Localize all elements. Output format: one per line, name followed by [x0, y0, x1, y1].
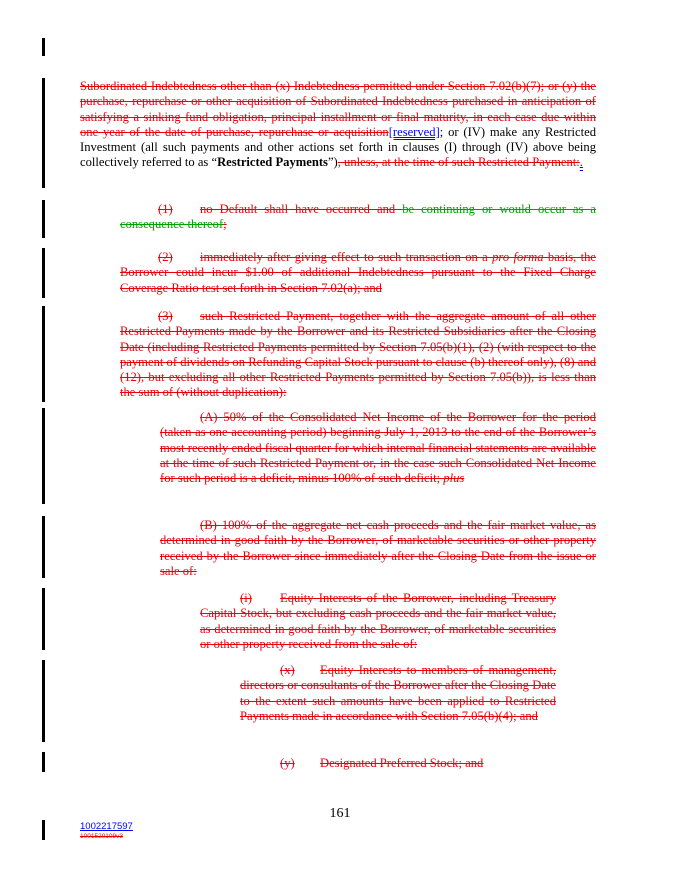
deleted-text: ;	[223, 217, 227, 232]
change-bar	[42, 38, 45, 56]
change-bar	[42, 752, 45, 772]
change-bar	[42, 200, 45, 238]
change-bar	[42, 660, 45, 742]
clause-B	[160, 518, 596, 579]
inserted-text: [reserved]	[388, 124, 440, 139]
deleted-text: (B) 100% of the aggregate net cash proceeds and the fair market value, as determined in good faith by the Borrower, of marketable securities or other property received by the Borrower since immediately after the Closing Date from the issue or sale of:	[160, 518, 596, 578]
change-bar	[42, 408, 45, 504]
clause-number: (i)	[240, 591, 252, 605]
clause-number: (x)	[280, 663, 295, 677]
intro-paragraph	[80, 79, 596, 171]
clause-A	[160, 410, 596, 486]
deleted-text: Equity Interests of the Borrower, including Treasury Capital Stock, but excluding cash proceeds and the fair market value, as determined in good faith by the Borrower, of marketable securities or other property received from the sale of:	[200, 591, 556, 651]
change-bar	[42, 516, 45, 578]
moved-text: be continuing or would occur as a consequence thereof	[120, 202, 596, 232]
clause-number: (2)	[158, 250, 173, 264]
footer-doc-id: 1002217597	[80, 821, 133, 832]
clause-2	[120, 250, 596, 296]
change-bar	[42, 78, 45, 188]
body-text: ”)	[327, 155, 338, 170]
clause-number: (1)	[158, 202, 173, 216]
clause-i	[200, 591, 556, 652]
defined-term: Restricted Payments	[217, 155, 328, 170]
clause-1	[120, 202, 596, 233]
deleted-text: immediately after giving effect to such transaction on a	[200, 250, 493, 264]
inserted-text: .	[579, 155, 583, 170]
change-bar	[42, 248, 45, 298]
deleted-text: Subordinated Indebtedness other than (x) Indebtedness permitted under Section 7.02(b)(7); or (y) the purchase, repurchase or other acquisition of Subordinated Indebtedness purchased in anticipation of satisfying a sinking fund obligation, principal installment or final maturity, in each case due within one year of the date of purchase, repurchase or acquisition	[80, 79, 596, 139]
deleted-text: Designated Preferred Stock; and	[320, 756, 484, 770]
deleted-text: plus	[443, 471, 465, 486]
deleted-text: basis, the Borrower could incur $1.00 of additional Indebtedness pursuant to the Fixed Charge Coverage Ratio test set forth in Section 7.02(a); and	[120, 250, 597, 295]
clause-y	[240, 756, 556, 771]
deleted-text: such Restricted Payment, together with the aggregate amount of all other Restricted Payments made by the Borrower and its Restricted Subsidiaries after the Closing Date (including Restricted Payments permitted by Section 7.05(b)(1), (2) (with respect to the payment of dividends on Refunding Capital Stock pursuant to clause (b) thereof only), (8) and (12), but excluding all other Restricted Payments permitted by Section 7.05(b)), is less than the sum of (without duplication):	[120, 309, 596, 400]
change-bar	[42, 820, 45, 840]
change-bar	[42, 588, 45, 650]
change-bar	[42, 306, 45, 402]
footer-old-doc-id: 1001520109v3	[80, 833, 124, 840]
deleted-text: pro forma	[492, 250, 544, 264]
page-number: 161	[329, 806, 351, 821]
clause-number: (y)	[280, 756, 295, 770]
deleted-text: no Default shall have occurred and	[200, 202, 403, 216]
deleted-text: (A) 50% of the Consolidated Net Income of the Borrower for the period (taken as one accounting period) beginning July 1, 2013 to the end of the Borrower’s most recently ended fiscal quarter for which internal financial statements are available at the time of such Restricted Payment or, in the case such Consolidated Net Income for such period is a deficit, minus 100% of such deficit;	[160, 410, 596, 486]
deleted-text: , unless, at the time of such Restricted Payment:	[337, 155, 580, 170]
clause-3	[120, 309, 596, 401]
clause-x	[240, 663, 556, 724]
body-text: ; or (IV) make any Restricted Investment (all such payments and other actions set forth in clauses (I) through (IV) above being collectively referred to as “	[80, 124, 597, 170]
clause-number: (3)	[158, 309, 173, 323]
deleted-text: Equity Interests to members of management, directors or consultants of the Borrower after the Closing Date to the extent such amounts have been applied to Restricted Payments made in accordance with Section 7.05(b)(4); and	[240, 663, 556, 723]
